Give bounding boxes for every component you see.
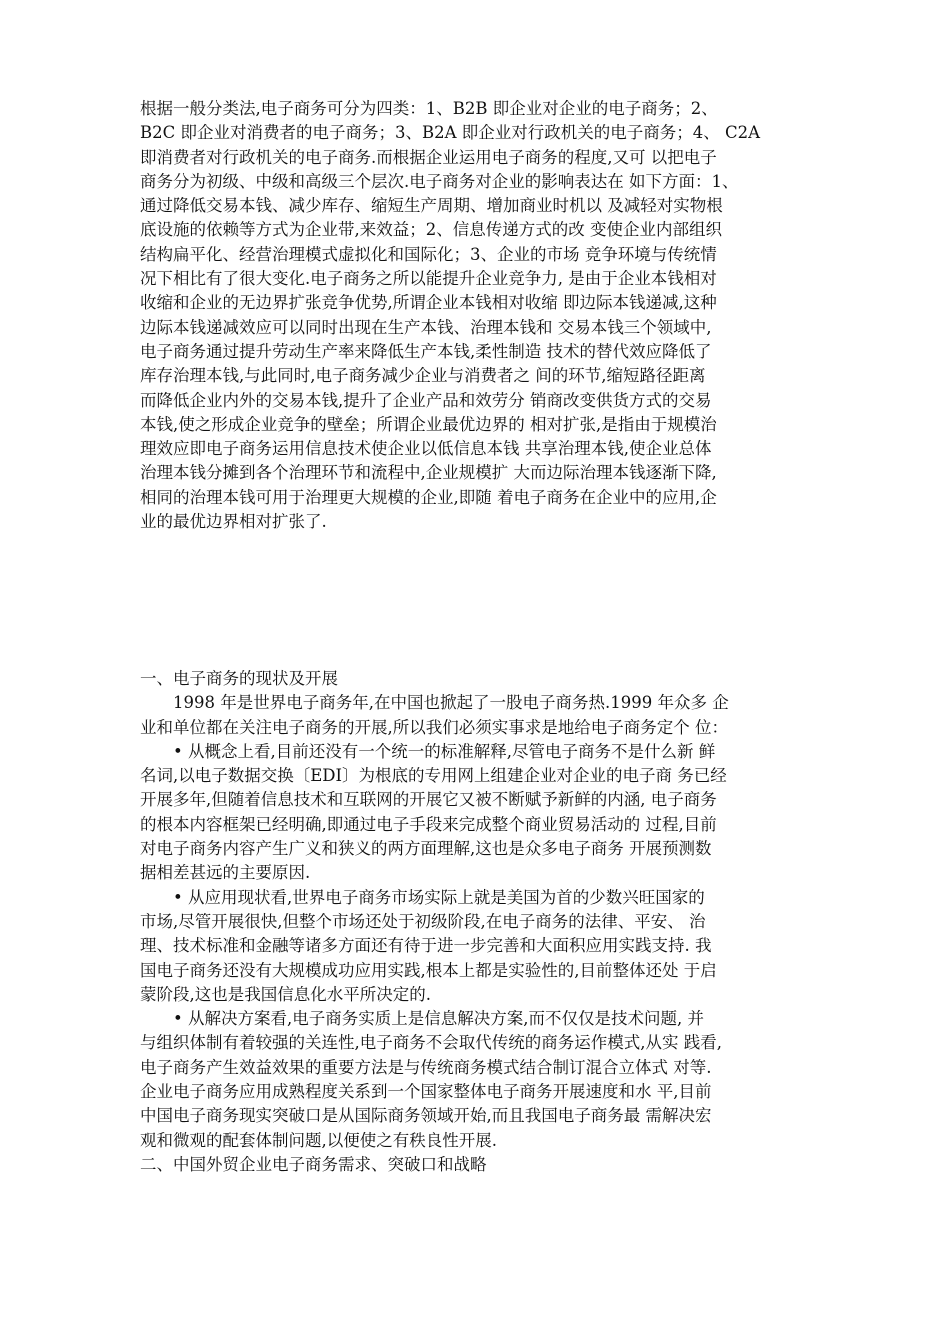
bullet-line: • 从应用现状看,世界电子商务市场实际上就是美国为首的少数兴旺国家的 (173, 887, 705, 907)
text-line: 通过降低交易本钱、减少库存、缩短生产周期、增加商业时机以 及减轻对实物根 (140, 196, 723, 216)
text-line: 商务分为初级、中级和高级三个层次.电子商务对企业的影响表达在 如下方面：1、 (140, 171, 739, 191)
text-line: 而降低企业内外的交易本钱,提升了企业产品和效劳分 销商改变供货方式的交易 (140, 390, 712, 410)
text-line: 理、技术标准和金融等诸多方面还有待于进一步完善和大面积应用实践支持. 我 (140, 936, 712, 956)
text-line: 理效应即电子商务运用信息技术使企业以低信息本钱 共享治理本钱,使企业总体 (140, 439, 712, 459)
text-line: 开展多年,但随着信息技术和互联网的开展它又被不断赋予新鲜的内涵, 电子商务 (140, 790, 717, 810)
text-line: 治理本钱分摊到各个治理环节和流程中,企业规模扩 大而边际治理本钱逐渐下降, (140, 463, 717, 483)
text-line: 即消费者对行政机关的电子商务.而根据企业运用电子商务的程度,又可 以把电子 (140, 147, 717, 167)
text-line: 本钱,使之形成企业竞争的壁垒；所谓企业最优边界的 相对扩张,是指由于规模治 (140, 414, 717, 434)
text-line: 的根本内容框架已经明确,即通过电子手段来完成整个商业贸易活动的 过程,目前 (140, 814, 717, 834)
text-line: 观和微观的配套体制问题,以便使之有秩良性开展. (140, 1130, 497, 1150)
text-line: 库存治理本钱,与此同时,电子商务减少企业与消费者之 间的环节,缩短路径距离 (140, 366, 706, 386)
text-line: 结构扁平化、经营治理模式虚拟化和国际化；3、企业的市场 竞争环境与传统情 (140, 244, 717, 264)
text-line: 电子商务通过提升劳动生产率来降低生产本钱,柔性制造 技术的替代效应降低了 (140, 341, 712, 361)
text-line: 1998 年是世界电子商务年,在中国也掀起了一股电子商务热.1999 年众多 企 (173, 693, 729, 713)
text-line: 据相差甚远的主要原因. (140, 863, 311, 883)
text-line: 收缩和企业的无边界扩张竞争优势,所谓企业本钱相对收缩 即边际本钱递减,这种 (140, 293, 717, 313)
text-line: 边际本钱递减效应可以同时出现在生产本钱、治理本钱和 交易本钱三个领域中, (140, 317, 712, 337)
text-line: 企业电子商务应用成熟程度关系到一个国家整体电子商务开展速度和水 平,目前 (140, 1082, 712, 1102)
text-line: 国电子商务还没有大规模成功应用实践,根本上都是实验性的,目前整体还处 于启 (140, 960, 717, 980)
text-line: 对电子商务内容产生广义和狭义的两方面理解,这也是众多电子商务 开展预测数 (140, 839, 712, 859)
bullet-line: • 从概念上看,目前还没有一个统一的标准解释,尽管电子商务不是什么新 鲜 (173, 741, 716, 761)
text-line: 根据一般分类法,电子商务可分为四类：1、B2B 即企业对企业的电子商务；2、 (140, 99, 718, 118)
text-line: 电子商务产生效益效果的重要方法是与传统商务模式结合制订混合立体式 对等. (140, 1057, 712, 1077)
section-content (140, 667, 830, 1177)
text-line: 中国电子商务现实突破口是从国际商务领域开始,而且我国电子商务最 需解决宏 (140, 1106, 712, 1126)
bullet-line: • 从解决方案看,电子商务实质上是信息解决方案,而不仅仅是技术问题, 并 (173, 1009, 704, 1029)
text-line: 况下相比有了很大变化.电子商务之所以能提升企业竞争力, 是由于企业本钱相对 (140, 269, 717, 289)
text-line: B2C 即企业对消费者的电子商务；3、B2A 即企业对行政机关的电子商务；4、 C2A (140, 123, 761, 143)
text-line: 业和单位都在关注电子商务的开展,所以我们必须实事求是地给电子商务定个 位： (140, 717, 728, 737)
text-line: 底设施的依赖等方式为企业带,来效益；2、信息传递方式的改 变使企业内部组织 (140, 220, 722, 240)
text-line: 相同的治理本钱可用于治理更大规模的企业,即随 着电子商务在企业中的应用,企 (140, 487, 717, 507)
text-line: 市场,尽管开展很快,但整个市场还处于初级阶段,在电子商务的法律、平安、 治 (140, 911, 706, 931)
text-line: 业的最优边界相对扩张了. (140, 512, 327, 532)
section-heading-1: 一、电子商务的现状及开展 (140, 669, 338, 688)
text-line: 名词,以电子数据交换〔EDI〕为根底的专用网上组建企业对企业的电子商 务已经 (140, 766, 727, 786)
section-heading-2: 二、中国外贸企业电子商务需求、突破口和战略 (140, 1154, 487, 1174)
paragraph-overview (140, 97, 830, 534)
text-line: 与组织体制有着较强的关连性,电子商务不会取代传统的商务运作模式,从实 践看, (140, 1033, 722, 1053)
text-line: 蒙阶段,这也是我国信息化水平所决定的. (140, 984, 431, 1004)
